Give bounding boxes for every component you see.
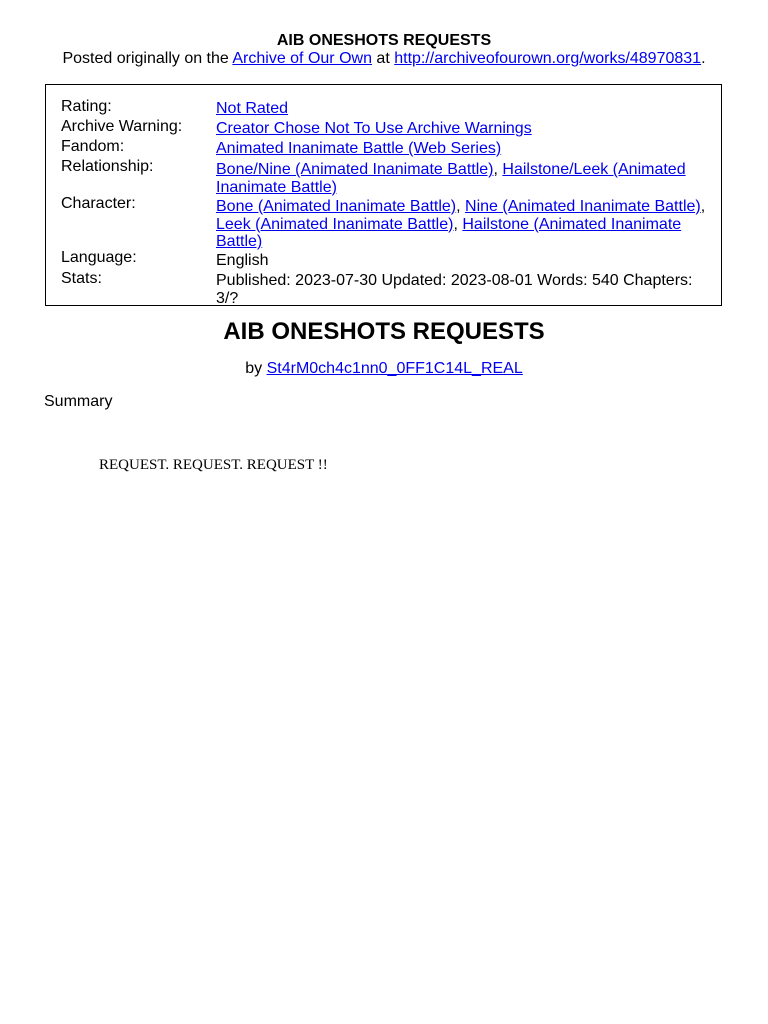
character-value xyxy=(216,198,711,251)
relationship-separator: , xyxy=(493,161,498,178)
document-header-title: AIB ONESHOTS REQUESTS xyxy=(276,32,492,49)
posted-at: at xyxy=(376,50,390,67)
posted-prefix: Posted originally on the xyxy=(62,50,229,67)
work-title: AIB ONESHOTS REQUESTS xyxy=(223,318,545,345)
warning-label: Archive Warning: xyxy=(61,118,183,135)
character-label: Character: xyxy=(61,195,136,212)
rating-link[interactable]: Not Rated xyxy=(216,100,289,117)
archive-link[interactable]: Archive of Our Own xyxy=(232,50,372,67)
fandom-value xyxy=(216,140,711,158)
character-link[interactable]: Leek (Animated Inanimate Battle) xyxy=(216,215,454,233)
language-value: English xyxy=(216,252,269,269)
fandom-label: Fandom: xyxy=(61,138,125,155)
posted-period: . xyxy=(701,50,706,67)
character-separator: , xyxy=(700,198,706,215)
work-url-link[interactable]: http://archiveofourown.org/works/48970831 xyxy=(394,50,702,67)
character-link[interactable]: Nine (Animated Inanimate Battle) xyxy=(465,198,701,215)
stats-value: Published: 2023-07-30 Updated: 2023-08-01 Words: 540 Chapters: 3/? xyxy=(216,272,693,307)
byline xyxy=(0,359,768,379)
summary-heading: Summary xyxy=(44,393,113,410)
rating-value xyxy=(216,100,711,118)
posted-originally-line xyxy=(0,49,768,69)
relationship-link[interactable]: Bone/Nine (Animated Inanimate Battle) xyxy=(216,161,494,178)
language-label: Language: xyxy=(61,249,137,266)
warning-value xyxy=(216,120,711,138)
byline-by: by xyxy=(245,360,263,377)
warning-link[interactable]: Creator Chose Not To Use Archive Warnings xyxy=(216,120,532,137)
character-link[interactable]: Bone (Animated Inanimate Battle) xyxy=(216,198,457,215)
stats-label: Stats: xyxy=(61,270,102,287)
fandom-link[interactable]: Animated Inanimate Battle (Web Series) xyxy=(216,140,502,157)
work-metadata-box xyxy=(45,84,722,306)
rating-label: Rating: xyxy=(61,98,112,115)
character-link[interactable]: Hailstone (Animated Inanimate Battle) xyxy=(216,215,682,250)
relationship-label: Relationship: xyxy=(61,158,154,175)
relationship-link[interactable]: Hailstone/Leek (Animated Inanimate Battle) xyxy=(216,161,686,196)
character-separator: , xyxy=(453,215,458,233)
summary-text: REQUEST. REQUEST. REQUEST !! xyxy=(99,457,328,473)
author-link[interactable]: St4rM0ch4c1nn0_0FF1C14L_REAL xyxy=(266,360,523,377)
relationship-value xyxy=(216,161,711,196)
character-separator: , xyxy=(456,198,461,215)
